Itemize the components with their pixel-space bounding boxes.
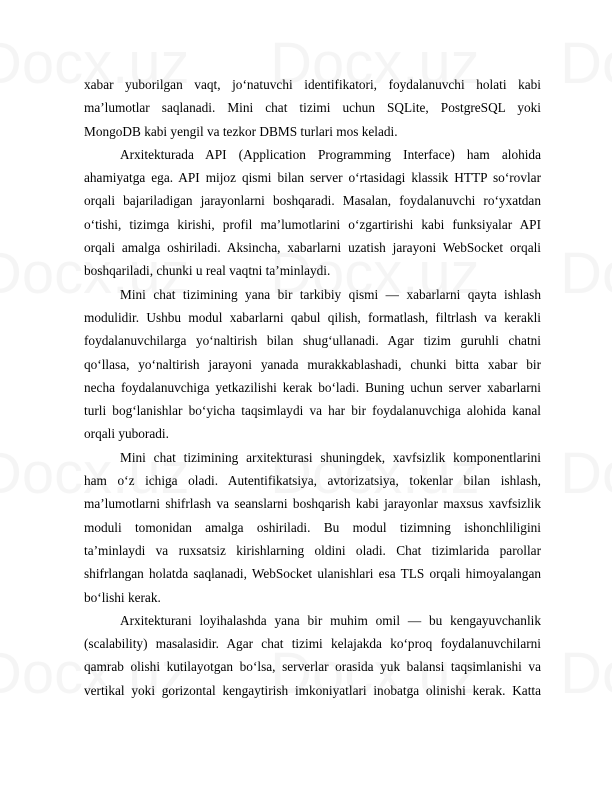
text-line: foydalanuvchilarga yo‘naltirish bilan shug‘ullanadi. Agar tizim guruhli chatni [84, 333, 541, 349]
text-line: xabar yuborilgan vaqt, jo‘natuvchi identifikatori, foydalanuvchi holati kabi [84, 77, 541, 92]
text-line: bo‘lishi kerak. [84, 589, 161, 605]
text-line: ta’minlaydi va ruxsatsiz kirishlarning oldini oladi. Chat tizimlarida parollar [84, 542, 541, 558]
text-line: ham o‘z ichiga oladi. Autentifikatsiya, avtorizatsiya, tokenlar bilan ishlash, [84, 473, 541, 489]
paragraph [84, 283, 541, 446]
text-line: MongoDB kabi yengil va tezkor DBMS turlari mos keladi. [84, 123, 398, 139]
paragraph [84, 446, 541, 609]
text-line: necha foydalanuvchiga yetkazilishi kerak bo‘ladi. Buning uchun server xabarlarni [84, 379, 541, 395]
text-line: moduli tomonidan amalga oshiriladi. Bu modul tizimning ishonchliligini [84, 519, 541, 535]
paragraph [84, 143, 541, 283]
text-line: boshqariladi, chunki u real vaqtni ta’minlaydi. [84, 263, 331, 279]
text-line: ma’lumotlar saqlanadi. Mini chat tizimi uchun SQLite, PostgreSQL yoki [84, 100, 541, 116]
text-line: o‘tishi, tizimga kirishi, profil ma’lumotlarini o‘zgartirishi kabi funksiyalar API [84, 216, 541, 232]
text-line: ma’lumotlarni shifrlash va seanslarni boshqarish kabi jarayonlar maxsus xavfsizlik [84, 496, 541, 512]
text-line: vertikal yoki gorizontal kengaytirish imkoniyatlari inobatga olinishi kerak. Katta [84, 682, 541, 698]
text-line: Arxitekturani loyihalashda yana bir muhim omil — bu kengayuvchanlik [120, 612, 541, 628]
paragraph [84, 73, 541, 143]
text-line: orqali bajariladigan jarayonlarni boshqaradi. Masalan, foydalanuvchi ro‘yxatdan [84, 193, 541, 209]
text-line: orqali yuboradi. [84, 426, 169, 442]
text-line: Mini chat tizimining yana bir tarkibiy qismi — xabarlarni qayta ishlash [120, 286, 541, 302]
text-line: shifrlangan holatda saqlanadi, WebSocket ulanishlari esa TLS orqali himoyalangan [84, 566, 541, 582]
text-line: qamrab olishi kutilayotgan bo‘lsa, serverlar orasida yuk balansi taqsimlanishi va [84, 659, 541, 675]
text-line: orqali amalga oshiriladi. Aksincha, xabarlarni uzatish jarayoni WebSocket orqali [84, 240, 541, 256]
text-line: Arxitekturada API (Application Programming Interface) ham alohida [120, 146, 541, 162]
text-line: qo‘llasa, yo‘naltirish jarayoni yanada murakkablashadi, chunki bitta xabar bir [84, 356, 541, 372]
paragraph [84, 609, 541, 702]
text-line: Mini chat tizimining arxitekturasi shuningdek, xavfsizlik komponentlarini [120, 449, 541, 465]
document-page [84, 73, 541, 702]
text-line: ahamiyatga ega. API mijoz qismi bilan server o‘rtasidagi klassik HTTP so‘rovlar [84, 170, 541, 186]
text-line: modulidir. Ushbu modul xabarlarni qabul qilish, formatlash, filtrlash va kerakli [84, 309, 541, 325]
text-line: (scalability) masalasidir. Agar chat tizimi kelajakda ko‘proq foydalanuvchilarni [84, 636, 541, 652]
text-line: turli bog‘lanishlar bo‘yicha taqsimlaydi va har bir foydalanuvchiga alohida kanal [84, 403, 541, 419]
